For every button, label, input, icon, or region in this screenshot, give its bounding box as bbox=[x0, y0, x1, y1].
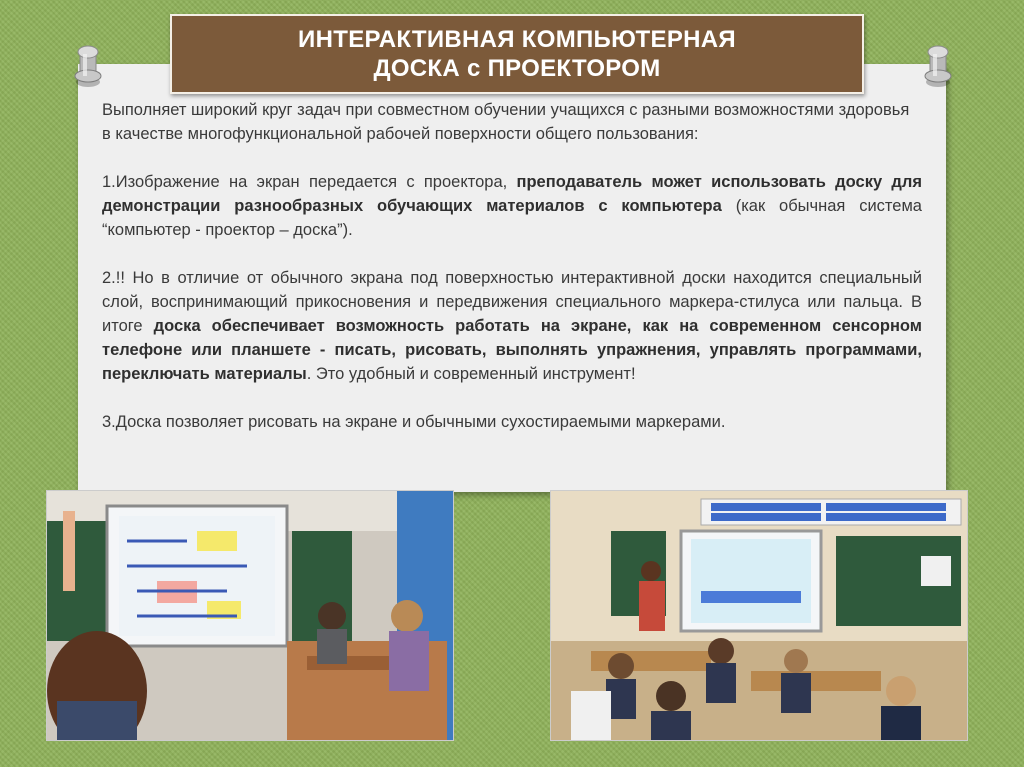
point-2-tail: . Это удобный и современный инструмент! bbox=[306, 365, 636, 383]
point-2-paragraph bbox=[102, 266, 922, 386]
point-1-paragraph bbox=[102, 170, 922, 242]
pushpin-icon bbox=[68, 42, 108, 90]
title-line-2: ДОСКА с ПРОЕКТОРОМ bbox=[373, 55, 661, 82]
pushpin-icon bbox=[918, 42, 958, 90]
point-1-bold: преподаватель может использовать доску для демонстрации разнообразных обучающих материалов с компьютера bbox=[102, 173, 922, 215]
classroom-photo-right bbox=[550, 490, 968, 741]
intro-paragraph: Выполняет широкий круг задач при совместном обучении учащихся с разными возможностями здоровья в качестве многофункциональной рабочей поверхности общего пользования: bbox=[102, 101, 910, 143]
point-1-text: 1.Изображение на экран передается с проектора, bbox=[102, 173, 517, 191]
body-text bbox=[102, 98, 922, 434]
point-1-tail: (как обычная система “компьютер - проектор – доска”). bbox=[102, 197, 922, 239]
point-2-text: 2.!! Но в отличие от обычного экрана под поверхностью интерактивной доски находится специальный слой, воспринимающий прикосновения и передвижения специального маркера-стилуса или пальца. В итоге bbox=[102, 269, 922, 335]
point-2-bold: доска обеспечивает возможность работать на экране, как на современном сенсорном телефоне или планшете - писать, рисовать, выполнять упражнения, управлять программами, переключать материалы bbox=[102, 317, 922, 383]
title-banner bbox=[170, 14, 864, 94]
point-3-paragraph: 3.Доска позволяет рисовать на экране и обычными сухостираемыми маркерами. bbox=[102, 413, 726, 431]
classroom-photo-left bbox=[46, 490, 454, 741]
title-line-1: ИНТЕРАКТИВНАЯ КОМПЬЮТЕРНАЯ bbox=[298, 26, 736, 53]
